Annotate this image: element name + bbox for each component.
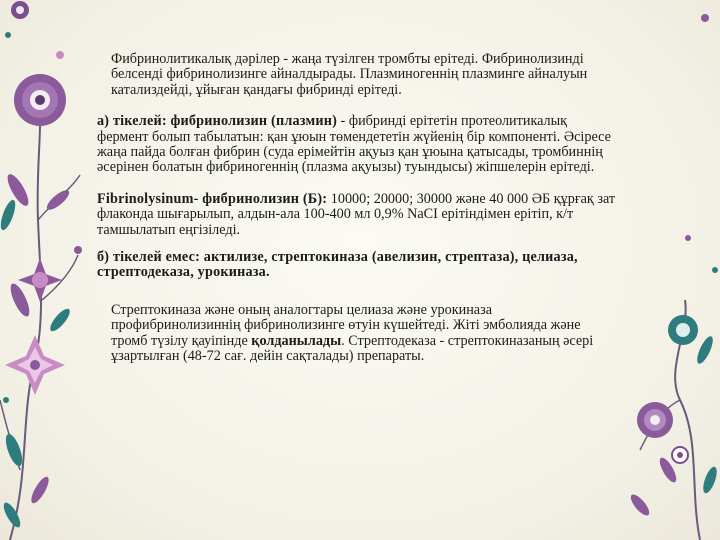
slide-content	[97, 52, 617, 378]
paragraph-streptokinase-bold: қолданылады	[251, 332, 342, 349]
paragraph-fibrinolysinum-body: 10000; 20000; 30000 және 40 000 ӘБ құрғақ зат флаконда шығарылып, алдын-ала 100-400 мл 0,9% NaCI ерітіндімен ерітіп, к/т тамшылатып еңгізіледі.	[97, 190, 616, 238]
paragraph-streptokinase-b: . Стрептодеказа - стрептокиназаның әсері ұзартылған (48-72 сағ. дейін сақталады) препараты.	[111, 332, 594, 365]
paragraph-fibrinolysinum-heading: Fibrinolysinum- фибринолизин (Б):	[97, 190, 328, 207]
paragraph-streptokinase	[97, 303, 617, 365]
paragraph-intro: Фибринолитикалық дәрілер - жаңа түзілген тромбты ерітеді. Фибринолизинді белсенді фибринолизинге айналдырады. Плазминогеннің плазминге айналуын катализдейді, ұйыған қандағы фибринді ерітеді.	[111, 51, 588, 98]
decorative-flower-vines-right-icon	[628, 14, 720, 540]
paragraph-indirect-text: б) тікелей емес: актилизе, стрептокиназа (авелизин, стрептаза), целиаза, стрептодеказа, урокиназа.	[97, 249, 578, 281]
paragraph-streptokinase-a: Стрептокиназа және оның аналогтары целиаза және урокиназа профибринолизиннің фибринолизинге өтуін күшейтеді. Жіті эмболияда және тромб түзілу қауіпінде	[111, 301, 581, 349]
decorative-flower-vines-left-icon	[0, 1, 82, 540]
paragraph-indirect-fibrinolytics	[97, 250, 617, 281]
paragraph-direct-body: - фибринді ерітетін протеолитикалық фермент болып табылатын: қан ұюын төмендететін жүйенің бір компоненті. Әсіресе жаңа пайда болған фибрин (суда ерімейтін ақуыз қан ұюына қатысады, тромбиннің әсерінен болатын фибриногеннің (плазма ақуызы) туындысы) жіпшелерін ерітеді.	[97, 113, 611, 176]
paragraph-fibrinolysinum	[97, 192, 617, 238]
paragraph-direct-heading: а) тікелей: фибринолизин (плазмин)	[97, 113, 338, 130]
paragraph-direct-fibrinolytics	[97, 114, 617, 176]
